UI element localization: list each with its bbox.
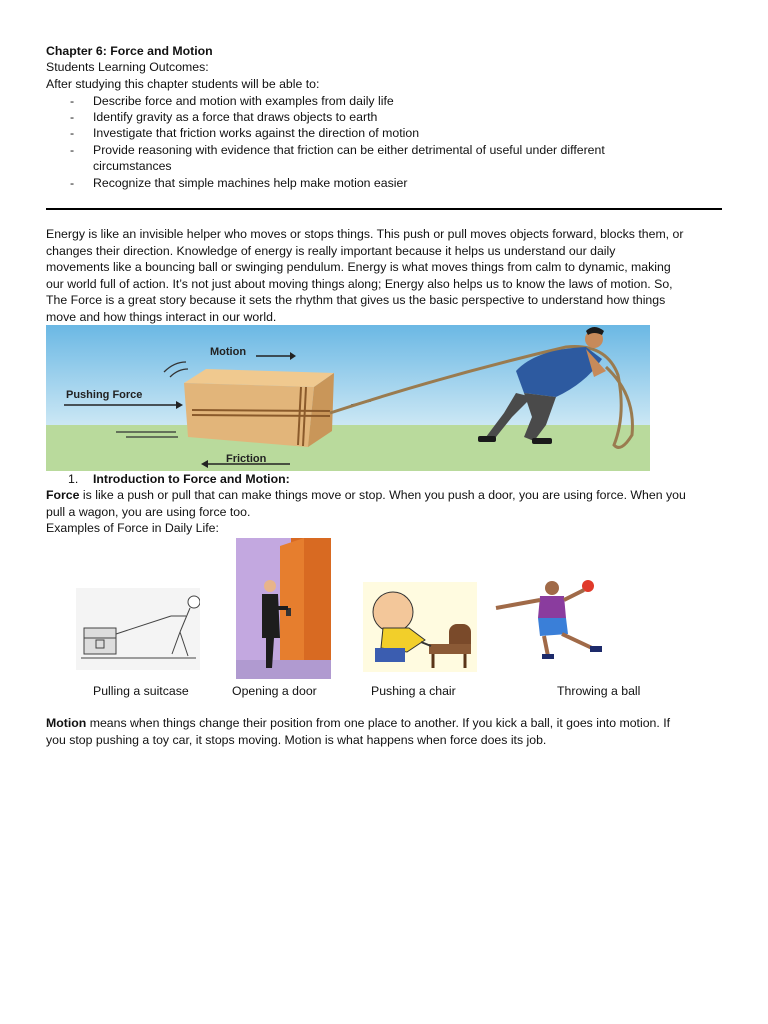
horizontal-divider (46, 208, 722, 210)
list-item: Recognize that simple machines help make motion easier (93, 176, 408, 190)
paragraph-line: changes their direction. Knowledge of energy is really important because it helps us understand our daily (46, 243, 616, 258)
example-caption: Throwing a ball (557, 684, 641, 698)
section-number: 1. (68, 472, 79, 486)
examples-heading: Examples of Force in Daily Life: (46, 521, 219, 536)
list-item: Investigate that friction works against the direction of motion (93, 126, 420, 140)
friction-label: Friction (226, 453, 267, 465)
pushing-force-label: Pushing Force (66, 389, 143, 401)
motion-text: means when things change their position from one place to another. If you kick a ball, it goes into motion. If (86, 716, 671, 730)
list-dash: - (70, 126, 75, 140)
paragraph-line: Energy is like an invisible helper who moves or stops things. This push or pull moves objects forward, blocks them, or (46, 227, 684, 241)
list-item-continuation: circumstances (93, 159, 172, 173)
example-caption: Opening a door (232, 684, 317, 698)
motion-term: Motion (46, 716, 87, 730)
list-dash: - (70, 176, 75, 190)
outcomes-heading: Students Learning Outcomes: (46, 60, 209, 74)
motion-paragraph (46, 715, 726, 748)
example-caption: Pulling a suitcase (93, 684, 189, 698)
force-paragraph (46, 487, 726, 537)
list-item: Provide reasoning with evidence that friction can be either detrimental of useful under different (93, 143, 605, 157)
cardboard-box (184, 369, 334, 447)
pulling-suitcase-icon (76, 588, 200, 670)
force-text-continuation: pull a wagon, you are using force too. (46, 504, 251, 519)
throwing-ball-icon (492, 578, 610, 672)
opening-door-icon (236, 538, 331, 679)
outcomes-intro: After studying this chapter students will be able to: (46, 77, 320, 91)
force-motion-diagram (46, 325, 650, 471)
force-term: Force (46, 488, 80, 502)
paragraph-line: move and how things interact in our world. (46, 309, 277, 324)
force-text: is like a push or pull that can make things move or stop. When you push a door, you are using force. When you (79, 488, 686, 502)
chapter-title: Chapter 6: Force and Motion (46, 44, 213, 58)
list-item: Identify gravity as a force that draws objects to earth (93, 110, 378, 124)
example-caption: Pushing a chair (371, 684, 456, 698)
motion-label: Motion (210, 346, 247, 358)
paragraph-line: movements like a bouncing ball or swinging pendulum. Energy is what moves things from calm to dynamic, making (46, 260, 671, 275)
list-item: Describe force and motion with examples from daily life (93, 94, 394, 108)
list-dash: - (70, 110, 75, 124)
energy-paragraph (46, 226, 726, 326)
motion-text-continuation: you stop pushing a toy car, it stops moving. Motion is what happens when force does its job. (46, 732, 547, 747)
paragraph-line: The Force is a great story because it sets the rhythm that gives us the basic perspective to understand how things (46, 293, 666, 308)
paragraph-line: our world full of action. It’s not just about moving things along; Energy also helps us to know the laws of motion. So, (46, 276, 673, 291)
pushing-chair-icon (363, 582, 477, 672)
list-dash: - (70, 94, 75, 108)
list-dash: - (70, 143, 75, 157)
section-heading: Introduction to Force and Motion: (93, 472, 290, 486)
